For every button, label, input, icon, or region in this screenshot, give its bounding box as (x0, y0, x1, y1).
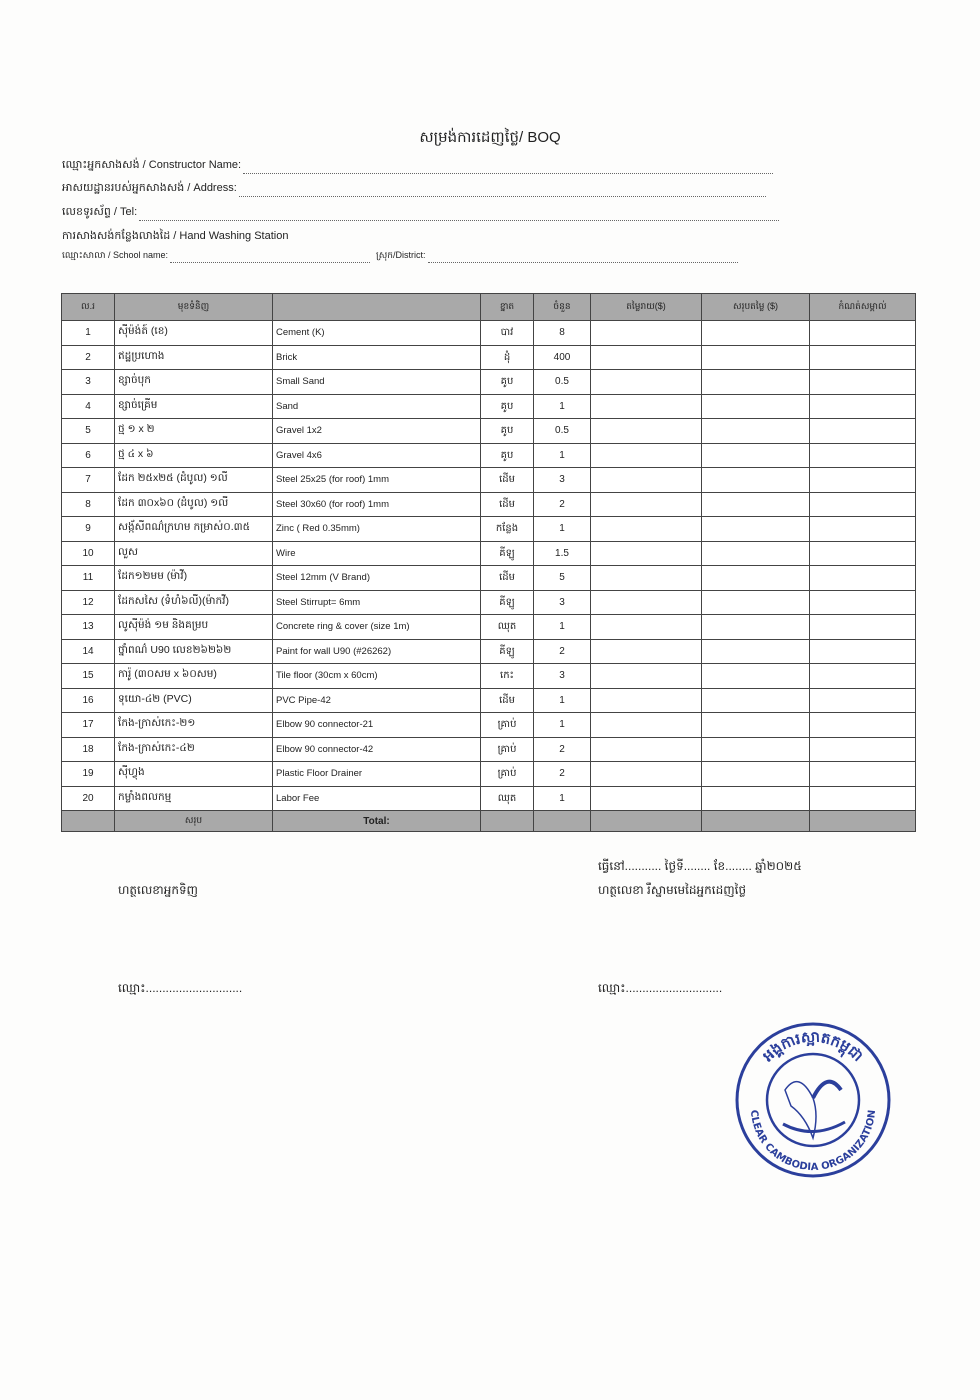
item-name-kh: កម្លាំងពលកម្ម (115, 786, 273, 811)
address-label: អាសយដ្ឋានរបស់អ្នកសាងសង់ / Address: (62, 182, 237, 194)
constructor-name-field[interactable] (62, 158, 773, 174)
item-unit: គូប (481, 419, 534, 444)
item-name-en: Sand (273, 394, 481, 419)
item-quantity: 3 (534, 590, 591, 615)
unit-price-cell[interactable] (591, 345, 702, 370)
row-number: 7 (62, 468, 115, 493)
unit-price-cell[interactable] (591, 566, 702, 591)
total-qty-cell (534, 811, 591, 832)
unit-price-cell[interactable] (591, 517, 702, 542)
project-title (62, 229, 288, 245)
item-name-kh: ខ្សាច់បុក (115, 370, 273, 395)
row-number: 16 (62, 688, 115, 713)
item-quantity: 8 (534, 321, 591, 346)
row-number: 4 (62, 394, 115, 419)
item-name-kh: កែង-ក្រាស់កេះ-២១ (115, 713, 273, 738)
item-unit: គីឡូ (481, 541, 534, 566)
item-name-en: Elbow 90 connector-42 (273, 737, 481, 762)
item-name-kh: ខ្សាច់គ្រើម (115, 394, 273, 419)
unit-price-cell[interactable] (591, 468, 702, 493)
unit-price-cell[interactable] (591, 639, 702, 664)
item-unit: គូប (481, 394, 534, 419)
stamp-right-wing (813, 1082, 841, 1098)
remarks-cell[interactable] (810, 517, 916, 542)
total-price-cell[interactable] (702, 688, 810, 713)
unit-price-cell[interactable] (591, 419, 702, 444)
organization-stamp (733, 1020, 893, 1180)
buyer-signature-label: ហត្ថលេខាអ្នកទិញ (118, 883, 198, 897)
school-line (170, 254, 370, 263)
table-row (62, 419, 916, 444)
remarks-cell[interactable] (810, 688, 916, 713)
total-empty-cell (62, 811, 115, 832)
remarks-cell[interactable] (810, 664, 916, 689)
item-quantity: 1 (534, 688, 591, 713)
table-row (62, 713, 916, 738)
item-quantity: 0.5 (534, 419, 591, 444)
item-quantity: 2 (534, 762, 591, 787)
total-price-cell[interactable] (702, 517, 810, 542)
row-number: 18 (62, 737, 115, 762)
school-district-field[interactable] (62, 250, 738, 263)
item-quantity: 1 (534, 786, 591, 811)
bidder-signature-label: ហត្ថលេខា រឺស្នាមមេដៃអ្នកដេញថ្លៃ (598, 883, 747, 897)
remarks-cell[interactable] (810, 345, 916, 370)
total-unit-cell (481, 811, 534, 832)
header-unit-price: តម្លៃរាយ($) (591, 294, 702, 321)
item-quantity: 1 (534, 713, 591, 738)
table-row (62, 321, 916, 346)
remarks-cell[interactable] (810, 737, 916, 762)
item-unit: គ្រាប់ (481, 737, 534, 762)
item-quantity: 400 (534, 345, 591, 370)
item-quantity: 1 (534, 394, 591, 419)
row-number: 5 (62, 419, 115, 444)
item-name-kh: ថ្ម ១ x ២ (115, 419, 273, 444)
row-number: 17 (62, 713, 115, 738)
item-name-kh: លូស៊ីម៉ង់ ១ម និងគម្រប (115, 615, 273, 640)
total-unit-price-cell[interactable] (591, 811, 702, 832)
item-unit: ឈុត (481, 615, 534, 640)
item-unit: ឈុត (481, 786, 534, 811)
total-price-cell[interactable] (702, 419, 810, 444)
date-line: ធ្វើនៅ........... ថ្ងៃទី........ ខែ........ ឆ្នាំ២០២៥ (598, 859, 802, 873)
row-number: 2 (62, 345, 115, 370)
unit-price-cell[interactable] (591, 492, 702, 517)
total-price-cell[interactable] (702, 786, 810, 811)
row-number: 8 (62, 492, 115, 517)
row-number: 10 (62, 541, 115, 566)
item-name-en: Plastic Floor Drainer (273, 762, 481, 787)
total-price-cell[interactable] (702, 713, 810, 738)
row-number: 9 (62, 517, 115, 542)
total-price-cell[interactable] (702, 664, 810, 689)
item-unit: ដើម (481, 492, 534, 517)
total-price-cell[interactable] (702, 370, 810, 395)
item-name-en: Concrete ring & cover (size 1m) (273, 615, 481, 640)
item-name-en: Labor Fee (273, 786, 481, 811)
item-name-en: Small Sand (273, 370, 481, 395)
item-name-kh: លួស (115, 541, 273, 566)
item-quantity: 1 (534, 443, 591, 468)
item-unit: គូប (481, 370, 534, 395)
item-name-en: Gravel 4x6 (273, 443, 481, 468)
unit-price-cell[interactable] (591, 541, 702, 566)
item-unit: គីឡូ (481, 590, 534, 615)
tel-label: លេខទូរស័ព្ទ / Tel: (62, 206, 138, 218)
item-name-kh: ថ្ម ៤ x ៦ (115, 443, 273, 468)
item-name-kh: សង្ក័សីពណ៌ក្រហម កម្រាស់០.៣៥ (115, 517, 273, 542)
item-name-kh: ដែក ៣០x៦០ (ដំបូល) ១លី (115, 492, 273, 517)
item-name-kh: ដែកសសៃ (ទំហំ៦លី)(ម៉ាកវី) (115, 590, 273, 615)
table-row (62, 664, 916, 689)
remarks-cell[interactable] (810, 394, 916, 419)
table-row (62, 492, 916, 517)
remarks-cell[interactable] (810, 762, 916, 787)
total-price-cell[interactable] (702, 443, 810, 468)
unit-price-cell[interactable] (591, 762, 702, 787)
table-row (62, 443, 916, 468)
item-name-en: Gravel 1x2 (273, 419, 481, 444)
row-number: 3 (62, 370, 115, 395)
unit-price-cell[interactable] (591, 688, 702, 713)
table-row (62, 370, 916, 395)
unit-price-cell[interactable] (591, 737, 702, 762)
total-price-cell[interactable] (702, 345, 810, 370)
remarks-cell[interactable] (810, 468, 916, 493)
row-number: 1 (62, 321, 115, 346)
remarks-cell[interactable] (810, 492, 916, 517)
item-name-en: PVC Pipe-42 (273, 688, 481, 713)
project-label: ការសាងសង់កន្លែងលាងដៃ / Hand Washing Station (62, 230, 289, 242)
item-unit: គ្រាប់ (481, 713, 534, 738)
item-unit: ដើម (481, 566, 534, 591)
item-unit: កេះ (481, 664, 534, 689)
total-price-cell[interactable] (702, 492, 810, 517)
row-number: 6 (62, 443, 115, 468)
table-row (62, 394, 916, 419)
unit-price-cell[interactable] (591, 370, 702, 395)
item-name-en: Steel 12mm (V Brand) (273, 566, 481, 591)
total-price-cell[interactable] (702, 762, 810, 787)
item-unit: ដុំ (481, 345, 534, 370)
header-no: ល.រ (62, 294, 115, 321)
item-unit: គូប (481, 443, 534, 468)
table-row (62, 688, 916, 713)
row-number: 12 (62, 590, 115, 615)
row-number: 15 (62, 664, 115, 689)
remarks-cell[interactable] (810, 321, 916, 346)
table-row (62, 786, 916, 811)
item-name-kh: ស៊ីម៉ង់ត៍ (ខេ) (115, 321, 273, 346)
remarks-cell[interactable] (810, 615, 916, 640)
item-name-en: Wire (273, 541, 481, 566)
total-price-cell[interactable] (702, 590, 810, 615)
item-name-kh: ស៊ីហ្វុង (115, 762, 273, 787)
stamp-khmer-path: អង្គការស្អាតកម្ពុជា (758, 1027, 867, 1066)
address-field[interactable] (62, 181, 766, 197)
table-row (62, 737, 916, 762)
item-name-kh: កែង-ក្រាស់កេះ-៤២ (115, 737, 273, 762)
total-price-cell[interactable] (702, 737, 810, 762)
item-quantity: 2 (534, 639, 591, 664)
item-quantity: 1 (534, 615, 591, 640)
tel-line (139, 210, 779, 221)
bidder-name-line[interactable]: ឈ្មោះ............................. (598, 981, 723, 995)
total-price-cell[interactable] (702, 468, 810, 493)
header-item-en (273, 294, 481, 321)
row-number: 13 (62, 615, 115, 640)
constructor-name-line (243, 163, 773, 174)
total-price-cell[interactable] (702, 615, 810, 640)
item-name-en: Tile floor (30cm x 60cm) (273, 664, 481, 689)
item-unit: ដើម (481, 688, 534, 713)
unit-price-cell[interactable] (591, 713, 702, 738)
row-number: 20 (62, 786, 115, 811)
address-line (239, 186, 766, 197)
item-name-en: Elbow 90 connector-21 (273, 713, 481, 738)
unit-price-cell[interactable] (591, 394, 702, 419)
unit-price-cell[interactable] (591, 615, 702, 640)
total-remarks-cell[interactable] (810, 811, 916, 832)
tel-field[interactable] (62, 205, 779, 221)
remarks-cell[interactable] (810, 590, 916, 615)
item-name-kh: ការ៉ូ (៣០សម x ៦០សម) (115, 664, 273, 689)
item-name-kh: ដែក ២៥x២៥ (ដំបូល) ១លី (115, 468, 273, 493)
item-quantity: 5 (534, 566, 591, 591)
table-row (62, 762, 916, 787)
item-name-kh: ថ្នាំពណ៌ U90 លេខ២៦២៦២ (115, 639, 273, 664)
unit-price-cell[interactable] (591, 590, 702, 615)
item-quantity: 3 (534, 664, 591, 689)
remarks-cell[interactable] (810, 370, 916, 395)
table-row (62, 590, 916, 615)
item-name-kh: ដែក១២មម (ម៉ាវី) (115, 566, 273, 591)
total-price-cell[interactable] (702, 541, 810, 566)
total-price-cell[interactable] (702, 321, 810, 346)
total-price-cell[interactable] (702, 811, 810, 832)
header-unit: ខ្នាត (481, 294, 534, 321)
total-kh-label: សរុប (115, 811, 273, 832)
school-label: ឈ្មោះសាលា / School name: (62, 250, 169, 260)
item-quantity: 2 (534, 737, 591, 762)
table-row (62, 345, 916, 370)
item-unit: គ្រាប់ (481, 762, 534, 787)
item-quantity: 1.5 (534, 541, 591, 566)
table-header-row (62, 294, 916, 321)
table-row (62, 541, 916, 566)
item-name-en: Paint for wall U90 (#26262) (273, 639, 481, 664)
constructor-name-label: ឈ្មោះអ្នកសាងសង់ / Constructor Name: (62, 159, 242, 171)
boq-table (61, 293, 916, 832)
remarks-cell[interactable] (810, 443, 916, 468)
item-name-en: Steel Stirrupt= 6mm (273, 590, 481, 615)
remarks-cell[interactable] (810, 786, 916, 811)
row-number: 11 (62, 566, 115, 591)
unit-price-cell[interactable] (591, 321, 702, 346)
remarks-cell[interactable] (810, 541, 916, 566)
item-name-en: Steel 30x60 (for roof) 1mm (273, 492, 481, 517)
remarks-cell[interactable] (810, 419, 916, 444)
item-unit: គីឡូ (481, 639, 534, 664)
remarks-cell[interactable] (810, 566, 916, 591)
unit-price-cell[interactable] (591, 786, 702, 811)
item-quantity: 2 (534, 492, 591, 517)
unit-price-cell[interactable] (591, 443, 702, 468)
item-name-en: Zinc ( Red 0.35mm) (273, 517, 481, 542)
total-label: Total: (273, 811, 481, 832)
district-label: ស្រុក/District: (376, 250, 426, 260)
header-item: មុខទំនិញ (115, 294, 273, 321)
table-row (62, 566, 916, 591)
table-row (62, 615, 916, 640)
remarks-cell[interactable] (810, 639, 916, 664)
item-quantity: 3 (534, 468, 591, 493)
total-row (62, 811, 916, 832)
row-number: 19 (62, 762, 115, 787)
table-row (62, 639, 916, 664)
unit-price-cell[interactable] (591, 664, 702, 689)
buyer-name-line[interactable]: ឈ្មោះ............................. (118, 981, 243, 995)
row-number: 14 (62, 639, 115, 664)
header-remarks: កំណត់សម្គាល់ (810, 294, 916, 321)
table-row (62, 517, 916, 542)
item-name-kh: ឥដ្ឋប្រហោង (115, 345, 273, 370)
item-unit: ដើម (481, 468, 534, 493)
item-name-kh: ទុយោ-៤២ (PVC) (115, 688, 273, 713)
item-unit: បាវ (481, 321, 534, 346)
stamp-english-text (748, 1109, 878, 1173)
item-name-en: Steel 25x25 (for roof) 1mm (273, 468, 481, 493)
document-title: សម្រង់ការដេញថ្លៃ/ BOQ (419, 129, 561, 146)
header-total-price: សរុបតម្លៃ ($) (702, 294, 810, 321)
table-row (62, 468, 916, 493)
item-unit: កន្លែង (481, 517, 534, 542)
item-quantity: 0.5 (534, 370, 591, 395)
district-line (428, 254, 738, 263)
total-price-cell[interactable] (702, 639, 810, 664)
total-price-cell[interactable] (702, 394, 810, 419)
remarks-cell[interactable] (810, 713, 916, 738)
item-name-en: Cement (K) (273, 321, 481, 346)
stamp-english-path: CLEAR CAMBODIA ORGANIZATION (747, 1109, 879, 1174)
item-name-en: Brick (273, 345, 481, 370)
total-price-cell[interactable] (702, 566, 810, 591)
header-qty: ចំនួន (534, 294, 591, 321)
item-quantity: 1 (534, 517, 591, 542)
stamp-wave (783, 1122, 845, 1132)
